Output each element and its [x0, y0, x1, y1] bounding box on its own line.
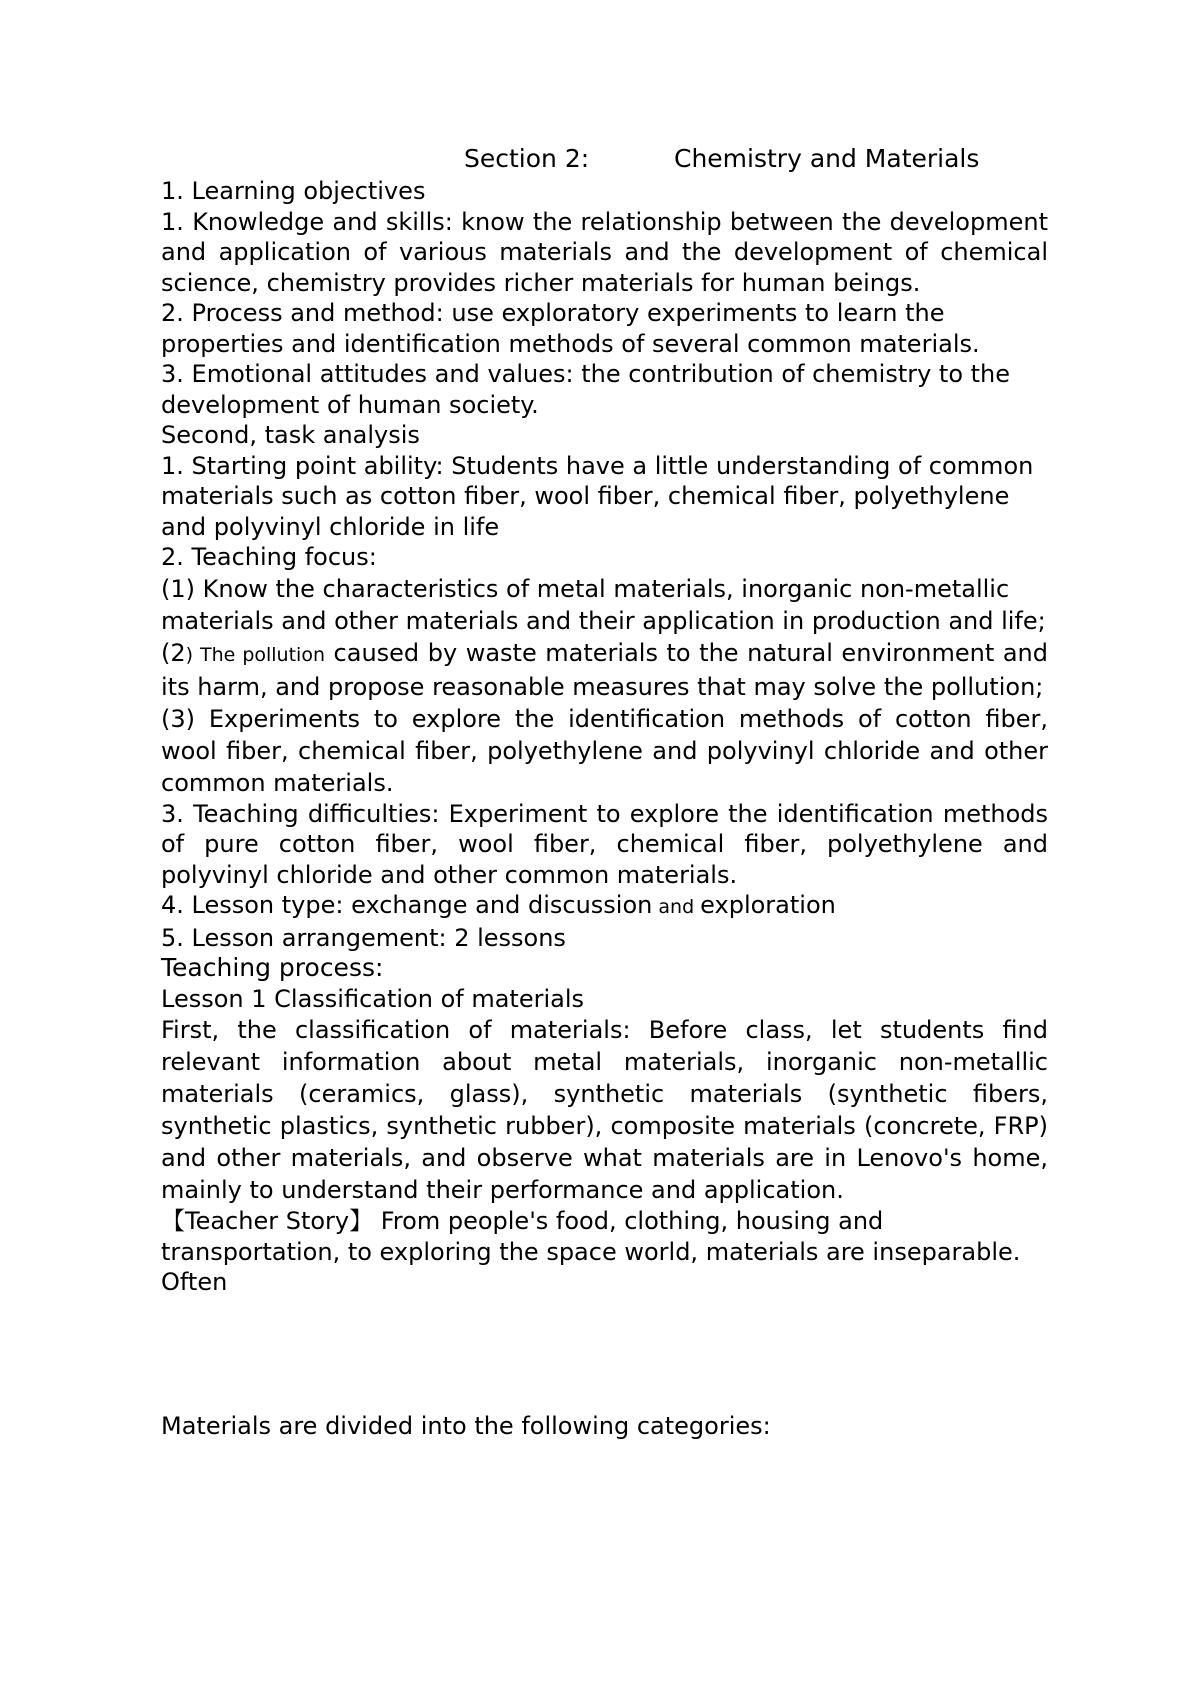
document-body: [161, 176, 1048, 1441]
focus-item-2-prefix: (2: [161, 638, 186, 667]
lesson-arrangement: 5. Lesson arrangement: 2 lessons: [161, 923, 566, 952]
classification-paragraph: First, the classification of materials: Before class, let students find relevant information about metal materials, inorganic non-metallic materials (ceramics, glass), synthetic materials (synthetic fibers, synthetic plastics, synthetic rubber), composite materials (concrete, FRP) and other materials, and observe what materials are in Lenovo's home, mainly to understand their performance and application.: [161, 1016, 1048, 1204]
objective-process: 2. Process and method: use exploratory experiments to learn the properties and identification methods of several common materials.: [161, 299, 980, 358]
task-difficulties: 3. Teaching difficulties: Experiment to explore the identification methods of pure cotton fiber, wool fiber, chemical fiber, polyethylene and polyvinyl chloride and other common materials.: [161, 799, 1048, 889]
focus-item-2: [161, 637, 1048, 703]
focus-item-1: (1) Know the characteristics of metal materials, inorganic non-metallic materials and other materials and their application in production and life;: [161, 574, 1046, 635]
lesson-type-main: 4. Lesson type: exchange and discussion: [161, 891, 653, 919]
categories-line: Materials are divided into the following categories:: [161, 1411, 771, 1440]
teaching-process-label: Teaching process: [161, 953, 375, 982]
section-title-number: Section 2:: [464, 144, 590, 173]
objective-knowledge: 1. Knowledge and skills: know the relationship between the development and application of various materials and the development of chemical science, chemistry provides richer materials for human beings.: [161, 207, 1048, 297]
objectives-heading: 1. Learning objectives: [161, 177, 426, 205]
teacher-story: 【Teacher Story】 From people's food, clothing, housing and transportation, to exploring the space world, materials are inseparable. Often: [161, 1207, 1021, 1296]
lesson-type: [161, 890, 1048, 923]
task-starting-point: 1. Starting point ability: Students have a little understanding of common materials such as cotton fiber, wool fiber, chemical fiber, polyethylene and polyvinyl chloride in life: [161, 451, 1034, 541]
objective-emotional: 3. Emotional attitudes and values: the contribution of chemistry to the development of human society.: [161, 360, 1011, 419]
teaching-process-heading: [161, 953, 1048, 984]
task-analysis-heading: Second, task analysis: [161, 421, 420, 449]
section-title-text: Chemistry and Materials: [674, 144, 980, 173]
lesson-type-and: and: [652, 896, 701, 918]
lesson-1-heading: Lesson 1 Classification of materials: [161, 984, 585, 1013]
lesson-type-end: exploration: [700, 891, 836, 919]
blank-space: [161, 1298, 1048, 1411]
task-teaching-focus: 2. Teaching focus:: [161, 543, 377, 571]
focus-item-2-rest: caused by waste materials to the natural environment and its harm, and propose reasonable measures that may solve the pollution;: [161, 638, 1048, 701]
teaching-process-colon: :: [375, 953, 384, 982]
focus-item-2-small: ) The pollution: [185, 643, 325, 666]
focus-item-3: (3) Experiments to explore the identification methods of cotton fiber, wool fiber, chemical fiber, polyethylene and polyvinyl chloride and other common materials.: [161, 704, 1048, 797]
